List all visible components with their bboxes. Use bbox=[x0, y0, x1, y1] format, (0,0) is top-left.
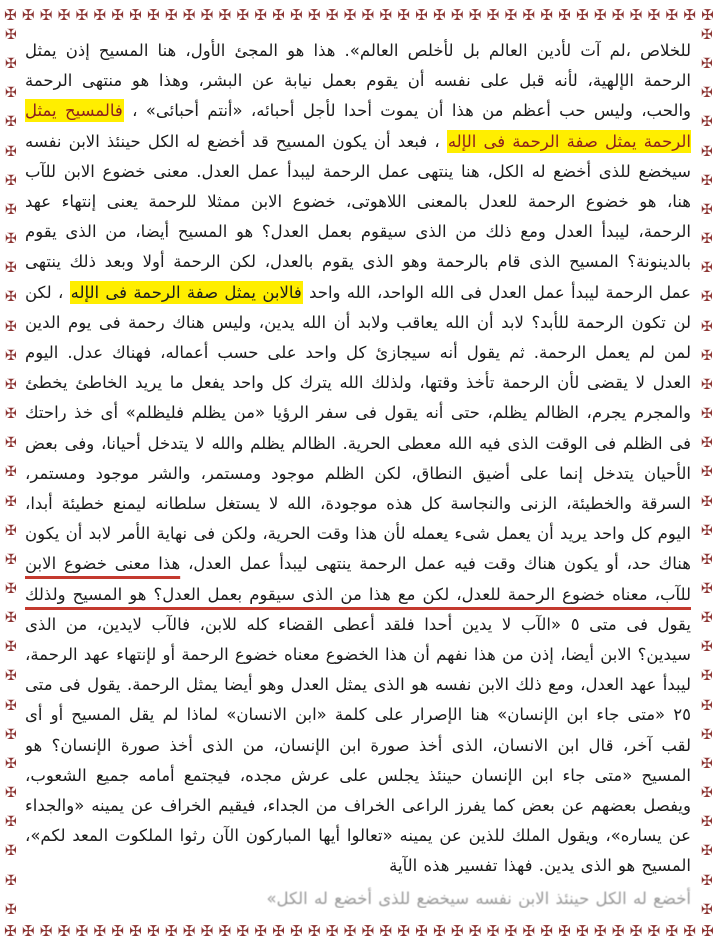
maltese-cross-icon: ✠ bbox=[701, 872, 713, 889]
maltese-cross-icon: ✠ bbox=[450, 921, 464, 940]
maltese-cross-icon: ✠ bbox=[665, 921, 678, 940]
red-underlined-text: هذا معنى خضوع الابن للآب، معناه خضوع الرحمة للعدل، لكن مع هذا من الذى سيقوم بعمل العدل؟ هو المسيح ولذلك bbox=[25, 554, 691, 604]
maltese-cross-icon: ✠ bbox=[701, 921, 714, 940]
maltese-cross-icon: ✠ bbox=[593, 5, 607, 24]
maltese-cross-icon: ✠ bbox=[701, 843, 713, 860]
maltese-cross-icon: ✠ bbox=[701, 901, 713, 918]
maltese-cross-icon: ✠ bbox=[93, 921, 106, 940]
maltese-cross-icon: ✠ bbox=[5, 522, 17, 539]
maltese-cross-icon: ✠ bbox=[5, 755, 17, 772]
maltese-cross-icon: ✠ bbox=[5, 406, 17, 423]
maltese-cross-icon: ✠ bbox=[647, 921, 661, 940]
maltese-cross-icon: ✠ bbox=[111, 5, 124, 24]
maltese-cross-icon: ✠ bbox=[4, 5, 17, 24]
maltese-cross-icon: ✠ bbox=[701, 172, 713, 189]
maltese-cross-icon: ✠ bbox=[5, 27, 17, 43]
maltese-cross-icon: ✠ bbox=[683, 921, 696, 940]
maltese-cross-icon: ✠ bbox=[361, 921, 375, 940]
maltese-cross-icon: ✠ bbox=[701, 785, 713, 802]
ornamental-border-bottom bbox=[4, 921, 714, 941]
maltese-cross-icon: ✠ bbox=[129, 5, 142, 24]
maltese-cross-icon: ✠ bbox=[701, 697, 713, 714]
maltese-cross-icon: ✠ bbox=[701, 814, 713, 831]
text-segment: ، لكن لن تكون الرحمة للأبد؟ لابد أن الله يعاقب ولابد أن الله يدين، وليس هناك رحمة فى يوم الدين لمن لم يعمل الرحمة. ثم يقول أنه سيجازئ كل واحد على حسب أعماله، فهناك عدل. اليوم العدل لا يقضى لأن الرحمة تأخذ وقتها، ولذلك الله يترك كل واحد يفعل ما يريد الخاطئ يخطئ والمجرم يجرم، الظالم يظلم، حتى أنه يقول فى سفر الرؤيا «من يظلم فليظلم» أى خذ راحتك فى الظلم فى الوقت الذى فيه الله معطى الحرية. الظالم يظلم والله لا يتدخل أحيانا، وفى بعض الأحيان يتدخل إنما على أضيق النطاق، لكن الظلم موجود ومستمر، والشر موجود ومستمر، السرقة والخطيئة، الزنى والنجاسة كل هذه موجودة، الله لا يستغل سلطانه ليمنع خطيئة أبدا، اليوم كل واحد يريد أن يعمل شىء يعمله لأن هذا وقت الحرية، ولكن فى نهاية الأمر لابد أن يكون هناك حد، أو يكون هناك وقت فيه عمل الرحمة ينتهى ليبدأ عمل العدل، bbox=[25, 282, 691, 574]
maltese-cross-icon: ✠ bbox=[57, 921, 71, 940]
maltese-cross-icon: ✠ bbox=[5, 172, 17, 189]
maltese-cross-icon: ✠ bbox=[433, 5, 446, 24]
maltese-cross-icon: ✠ bbox=[701, 610, 713, 627]
maltese-cross-icon: ✠ bbox=[5, 726, 17, 743]
maltese-cross-icon: ✠ bbox=[701, 522, 713, 539]
maltese-cross-icon: ✠ bbox=[379, 921, 392, 940]
maltese-cross-icon: ✠ bbox=[200, 5, 214, 24]
maltese-cross-icon: ✠ bbox=[5, 201, 17, 218]
maltese-cross-icon: ✠ bbox=[307, 5, 321, 24]
maltese-cross-icon: ✠ bbox=[468, 921, 482, 940]
highlighted-text-red: فالمسيح يمثل الرحمة يمثل صفة الرحمة فى الإله bbox=[25, 101, 691, 151]
maltese-cross-icon: ✠ bbox=[5, 318, 17, 335]
maltese-cross-icon: ✠ bbox=[701, 143, 713, 160]
maltese-cross-icon: ✠ bbox=[647, 5, 661, 24]
maltese-cross-icon: ✠ bbox=[701, 580, 713, 597]
maltese-cross-icon: ✠ bbox=[665, 5, 678, 24]
maltese-cross-icon: ✠ bbox=[701, 56, 713, 73]
maltese-cross-icon: ✠ bbox=[5, 231, 17, 248]
maltese-cross-icon: ✠ bbox=[629, 5, 643, 24]
maltese-cross-icon: ✠ bbox=[5, 143, 17, 160]
maltese-cross-icon: ✠ bbox=[486, 921, 500, 940]
maltese-cross-icon: ✠ bbox=[701, 85, 713, 102]
maltese-cross-icon: ✠ bbox=[290, 5, 303, 24]
maltese-cross-icon: ✠ bbox=[558, 921, 571, 940]
maltese-cross-icon: ✠ bbox=[593, 921, 607, 940]
maltese-cross-icon: ✠ bbox=[576, 921, 589, 940]
maltese-cross-icon: ✠ bbox=[701, 231, 713, 248]
maltese-cross-icon: ✠ bbox=[522, 921, 535, 940]
maltese-cross-icon: ✠ bbox=[701, 376, 713, 393]
maltese-cross-icon: ✠ bbox=[683, 5, 696, 24]
maltese-cross-icon: ✠ bbox=[5, 347, 17, 364]
maltese-cross-icon: ✠ bbox=[5, 580, 17, 597]
maltese-cross-icon: ✠ bbox=[701, 668, 713, 685]
maltese-cross-icon: ✠ bbox=[5, 464, 17, 481]
maltese-cross-icon: ✠ bbox=[39, 5, 53, 24]
maltese-cross-icon: ✠ bbox=[611, 5, 625, 24]
maltese-cross-icon: ✠ bbox=[182, 5, 196, 24]
maltese-cross-icon: ✠ bbox=[5, 697, 17, 714]
maltese-cross-icon: ✠ bbox=[343, 921, 357, 940]
ornamental-border-left bbox=[2, 28, 20, 917]
maltese-cross-icon: ✠ bbox=[254, 5, 267, 24]
ornamental-border-top bbox=[4, 5, 714, 25]
maltese-cross-icon: ✠ bbox=[111, 921, 124, 940]
highlighted-text-black: فالابن يمثل صفة الرحمة فى الإله bbox=[70, 282, 302, 302]
maltese-cross-icon: ✠ bbox=[701, 27, 713, 43]
maltese-cross-icon: ✠ bbox=[147, 5, 160, 24]
maltese-cross-icon: ✠ bbox=[576, 5, 589, 24]
maltese-cross-icon: ✠ bbox=[272, 921, 285, 940]
maltese-cross-icon: ✠ bbox=[701, 318, 713, 335]
maltese-cross-icon: ✠ bbox=[5, 376, 17, 393]
maltese-cross-icon: ✠ bbox=[325, 5, 339, 24]
maltese-cross-icon: ✠ bbox=[468, 5, 482, 24]
maltese-cross-icon: ✠ bbox=[129, 921, 142, 940]
maltese-cross-icon: ✠ bbox=[701, 289, 713, 306]
maltese-cross-icon: ✠ bbox=[182, 921, 196, 940]
maltese-cross-icon: ✠ bbox=[540, 921, 553, 940]
maltese-cross-icon: ✠ bbox=[5, 289, 17, 306]
maltese-cross-icon: ✠ bbox=[147, 921, 160, 940]
maltese-cross-icon: ✠ bbox=[21, 5, 35, 24]
maltese-cross-icon: ✠ bbox=[164, 5, 178, 24]
maltese-cross-icon: ✠ bbox=[218, 921, 232, 940]
maltese-cross-icon: ✠ bbox=[701, 114, 713, 131]
ornamental-border-right bbox=[698, 28, 716, 917]
maltese-cross-icon: ✠ bbox=[290, 921, 303, 940]
maltese-cross-icon: ✠ bbox=[57, 5, 71, 24]
maltese-cross-icon: ✠ bbox=[5, 872, 17, 889]
maltese-cross-icon: ✠ bbox=[75, 921, 89, 940]
maltese-cross-icon: ✠ bbox=[611, 921, 625, 940]
maltese-cross-icon: ✠ bbox=[504, 5, 518, 24]
maltese-cross-icon: ✠ bbox=[4, 921, 17, 940]
maltese-cross-icon: ✠ bbox=[39, 921, 53, 940]
maltese-cross-icon: ✠ bbox=[701, 201, 713, 218]
maltese-cross-icon: ✠ bbox=[5, 668, 17, 685]
maltese-cross-icon: ✠ bbox=[343, 5, 357, 24]
document-body-text bbox=[25, 36, 691, 908]
maltese-cross-icon: ✠ bbox=[361, 5, 375, 24]
maltese-cross-icon: ✠ bbox=[397, 921, 410, 940]
maltese-cross-icon: ✠ bbox=[236, 5, 249, 24]
maltese-cross-icon: ✠ bbox=[307, 921, 321, 940]
maltese-cross-icon: ✠ bbox=[558, 5, 571, 24]
maltese-cross-icon: ✠ bbox=[75, 5, 89, 24]
maltese-cross-icon: ✠ bbox=[5, 785, 17, 802]
maltese-cross-icon: ✠ bbox=[5, 551, 17, 568]
text-segment: ، فبعد أن يكون المسيح قد أخضع له الكل حينئذ الابن نفسه سيخضع للذى أخضع له الكل، هنا ينتهى عمل الرحمة ليبدأ عمل العدل. معنى خضوع الابن للآب هنا، هو خضوع الرحمة للعدل بالمعنى اللاهوتى، خضوع الابن ممثلا للرحمة يعنى إنتهاء عهد الرحمة، ليبدأ العدل ومع ذلك من الذى سيقوم بعمل العدل؟ هو المسيح أيضا، من الذى يقوم بالدينونة؟ المسيح الذى قام بالرحمة وهو الذى يقوم بالعدل، لكن الرحمة أولا وبعد ذلك ينتهى عمل الرحمة ليبدأ عمل العدل فى الله الواحد، الله واحد bbox=[25, 131, 691, 302]
maltese-cross-icon: ✠ bbox=[5, 114, 17, 131]
maltese-cross-icon: ✠ bbox=[701, 726, 713, 743]
maltese-cross-icon: ✠ bbox=[701, 435, 713, 452]
maltese-cross-icon: ✠ bbox=[21, 921, 35, 940]
maltese-cross-icon: ✠ bbox=[701, 755, 713, 772]
maltese-cross-icon: ✠ bbox=[5, 260, 17, 277]
maltese-cross-icon: ✠ bbox=[522, 5, 535, 24]
maltese-cross-icon: ✠ bbox=[5, 814, 17, 831]
maltese-cross-icon: ✠ bbox=[701, 493, 713, 510]
maltese-cross-icon: ✠ bbox=[629, 921, 643, 940]
maltese-cross-icon: ✠ bbox=[433, 921, 446, 940]
maltese-cross-icon: ✠ bbox=[504, 921, 518, 940]
maltese-cross-icon: ✠ bbox=[701, 5, 714, 24]
maltese-cross-icon: ✠ bbox=[5, 85, 17, 102]
maltese-cross-icon: ✠ bbox=[701, 406, 713, 423]
maltese-cross-icon: ✠ bbox=[397, 5, 410, 24]
maltese-cross-icon: ✠ bbox=[5, 610, 17, 627]
maltese-cross-icon: ✠ bbox=[325, 921, 339, 940]
text-segment: يقول فى متى ٥ «الآب لا يدين أحدا فلقد أعطى القضاء كله للابن، فالآب لايدين، من الذى سيدين؟ الابن أيضا، إذن من هذا نفهم أن هذا الخضوع معناه خضوع الرحمة أو لإنتهاء عهد الرحمة، ليبدأ عهد العدل، ومع ذلك الابن نفسه هو الذى يمثل العدل وهو أيضا يمثل الرحمة. يقول فى متى ٢٥ «متى جاء ابن الإنسان» هنا الإصرار على كلمة «ابن الانسان» لماذا لم يقل المسيح أو أى لقب آخر، قال ابن الانسان، الذى أخذ صورة ابن الإنسان، من الذى أخذ صورة الإنسان؟ هو المسيح «متى جاء ابن الإنسان حينئذ يجلس على عرش مجده، فيجتمع أمامه جميع الشعوب، ويفصل بعضهم عن بعض كما يفرز الراعى الخراف من الجداء، فيقيم الخراف عن يمينه «والجداء عن يساره»، ويقول الملك للذين عن يمينه «تعالوا أيها المباركون الآن رثوا الملكوت المعد لكم»، المسيح هو الذى يدين. فهذا تفسير هذه الآية bbox=[25, 614, 691, 876]
maltese-cross-icon: ✠ bbox=[236, 921, 249, 940]
maltese-cross-icon: ✠ bbox=[415, 921, 428, 940]
maltese-cross-icon: ✠ bbox=[5, 639, 17, 656]
maltese-cross-icon: ✠ bbox=[218, 5, 232, 24]
maltese-cross-icon: ✠ bbox=[415, 5, 428, 24]
maltese-cross-icon: ✠ bbox=[254, 921, 267, 940]
maltese-cross-icon: ✠ bbox=[200, 921, 214, 940]
maltese-cross-icon: ✠ bbox=[486, 5, 500, 24]
maltese-cross-icon: ✠ bbox=[701, 551, 713, 568]
maltese-cross-icon: ✠ bbox=[450, 5, 464, 24]
maltese-cross-icon: ✠ bbox=[701, 260, 713, 277]
maltese-cross-icon: ✠ bbox=[93, 5, 106, 24]
text-segment: للخلاص ،لم آت لأدين العالم بل لأخلص العالم». هذا هو المجئ الأول، هنا المسيح إذن يمثل الرحمة الإلهية، لأنه قبل على نفسه أن يقوم بعمل نيابة عن البشر، وهذا هو منتهى الرحمة والحب، وليس حب أعظم من هذا أن يموت أحدا لأجل أحبائه، «أنتم أحبائى» ، bbox=[25, 41, 691, 121]
faded-last-line: أخضع له الكل حينئذ الابن نفسه سيخضع للذى أخضع له الكل» bbox=[266, 888, 691, 908]
maltese-cross-icon: ✠ bbox=[701, 464, 713, 481]
maltese-cross-icon: ✠ bbox=[540, 5, 553, 24]
maltese-cross-icon: ✠ bbox=[379, 5, 392, 24]
maltese-cross-icon: ✠ bbox=[5, 56, 17, 73]
maltese-cross-icon: ✠ bbox=[701, 347, 713, 364]
maltese-cross-icon: ✠ bbox=[5, 493, 17, 510]
maltese-cross-icon: ✠ bbox=[5, 901, 17, 918]
maltese-cross-icon: ✠ bbox=[164, 921, 178, 940]
maltese-cross-icon: ✠ bbox=[272, 5, 285, 24]
maltese-cross-icon: ✠ bbox=[5, 435, 17, 452]
maltese-cross-icon: ✠ bbox=[5, 843, 17, 860]
maltese-cross-icon: ✠ bbox=[701, 639, 713, 656]
